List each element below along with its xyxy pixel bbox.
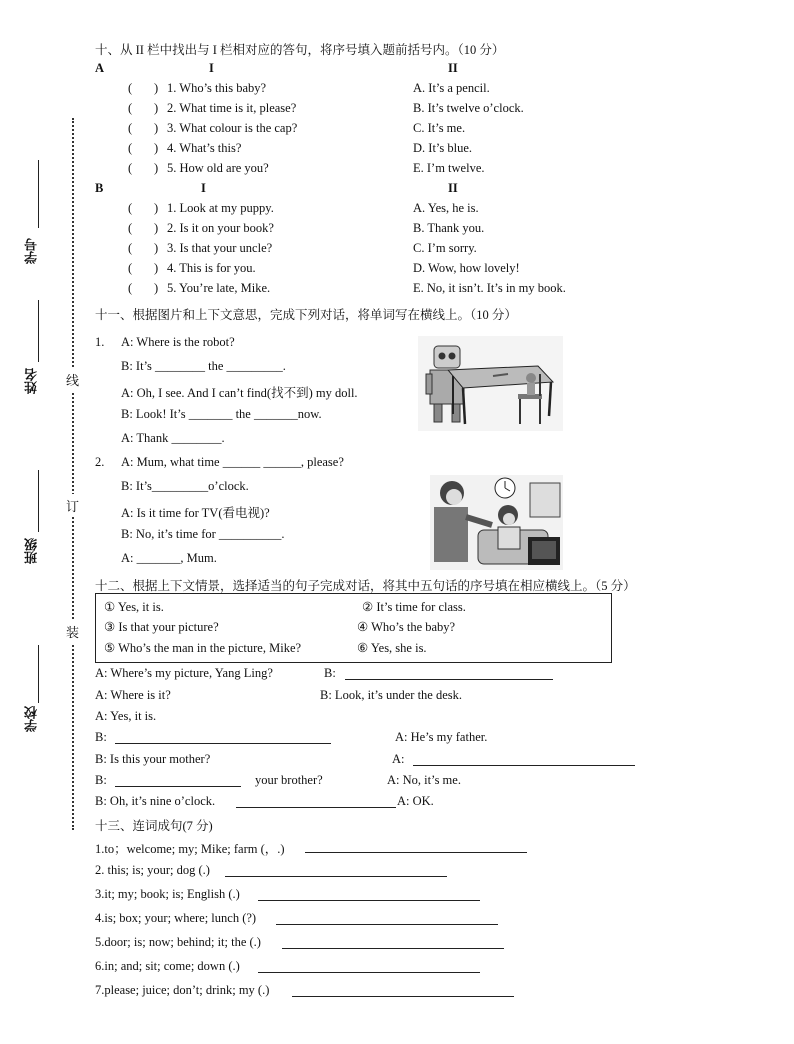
dialogue-speaker: B: — [95, 773, 107, 787]
answer-option: B. Thank you. — [413, 221, 485, 235]
answer-bracket[interactable]: ( ) — [128, 81, 159, 95]
answer-option: A. It’s a pencil. — [413, 81, 490, 95]
answer-blank[interactable] — [236, 794, 396, 808]
binding-mark-line: 线 — [66, 368, 79, 391]
dialogue-line: A: Where is the robot? — [121, 335, 235, 349]
field-student-number-line — [38, 160, 39, 228]
dialogue-line[interactable]: B: It’s ________ the _________. — [121, 359, 286, 373]
question-item: 4. This is for you. — [167, 261, 256, 275]
dialogue-2-number: 2. — [95, 455, 105, 469]
sentence-item: 4.is; box; your; where; lunch (?) — [95, 911, 257, 925]
sentence-item: 7.please; juice; don’t; drink; my (.) — [95, 983, 270, 997]
question-item: 1. Look at my puppy. — [167, 201, 274, 215]
dialogue-line[interactable]: A: Mum, what time ______ ______, please? — [121, 455, 344, 469]
dialogue-line: A: Yes, it is. — [95, 709, 157, 723]
binding-mark-order: 订 — [66, 494, 79, 517]
question-item: 5. You’re late, Mike. — [167, 281, 271, 295]
answer-option: C. I’m sorry. — [413, 241, 477, 255]
dialogue-line: A: Where’s my picture, Yang Ling? — [95, 666, 273, 680]
dialogue-line: A: No, it’s me. — [387, 773, 461, 787]
field-name-line — [38, 300, 39, 362]
answer-option: A. Yes, he is. — [413, 201, 479, 215]
field-class-line — [38, 470, 39, 532]
answer-blank[interactable] — [292, 983, 514, 997]
answer-bracket[interactable]: ( ) — [128, 121, 159, 135]
option-item: ③ Is that your picture? — [104, 620, 219, 634]
answer-blank[interactable] — [282, 935, 504, 949]
section-11-title: 十一、根据图片和上下文意思，完成下列对话，将单词写在横线上。（10 分） — [95, 308, 517, 322]
dialogue-line: B: Oh, it’s nine o’clock. — [95, 794, 216, 808]
dialogue-line: B: Is this your mother? — [95, 752, 211, 766]
sentence-item: 3.it; my; book; is; English (.) — [95, 887, 240, 901]
answer-option: D. Wow, how lovely! — [413, 261, 520, 275]
answer-option: B. It’s twelve o’clock. — [413, 101, 524, 115]
field-school-line — [38, 645, 39, 703]
answer-bracket[interactable]: ( ) — [128, 101, 159, 115]
answer-blank[interactable] — [413, 752, 635, 766]
answer-option: E. No, it isn’t. It’s in my book. — [413, 281, 566, 295]
dialogue-line: A: OK. — [397, 794, 434, 808]
sentence-item: 5.door; is; now; behind; it; the (.) — [95, 935, 261, 949]
dialogue-1-number: 1. — [95, 335, 105, 349]
field-school-label: 学校 — [24, 706, 39, 732]
field-student-number-label: 学号 — [24, 238, 39, 264]
answer-bracket[interactable]: ( ) — [128, 261, 159, 275]
dialogue-line: A: Oh, I see. And I can’t find(找不到) my doll. — [121, 386, 358, 400]
question-item: 3. What colour is the cap? — [167, 121, 298, 135]
answer-blank[interactable] — [115, 773, 241, 787]
question-item: 4. What’s this? — [167, 141, 242, 155]
dialogue-line: B: Look, it’s under the desk. — [320, 688, 462, 702]
binding-mark-install: 装 — [66, 620, 79, 643]
answer-blank[interactable] — [258, 959, 480, 973]
dialogue-line[interactable]: B: It’s_________o’clock. — [121, 479, 249, 493]
binding-dotted-line — [72, 118, 74, 830]
answer-option: D. It’s blue. — [413, 141, 473, 155]
sentence-item: 2. this; is; your; dog (.) — [95, 863, 210, 877]
group-a-col2-header: II — [448, 61, 458, 75]
dialogue-line: your brother? — [255, 773, 323, 787]
section-13-title: 十三、连词成句(7 分) — [95, 819, 213, 833]
dialogue-line[interactable]: A: Thank ________. — [121, 431, 225, 445]
answer-bracket[interactable]: ( ) — [128, 241, 159, 255]
option-item: ⑥ Yes, she is. — [357, 641, 427, 655]
answer-option: E. I’m twelve. — [413, 161, 485, 175]
answer-blank[interactable] — [258, 887, 480, 901]
answer-bracket[interactable]: ( ) — [128, 141, 159, 155]
section-12-title: 十二、根据上下文情景，选择适当的句子完成对话，将其中五句话的序号填在相应横线上。（5 分） — [95, 579, 636, 593]
group-b-col2-header: II — [448, 181, 458, 195]
answer-blank[interactable] — [305, 839, 527, 853]
question-item: 1. Who’s this baby? — [167, 81, 267, 95]
answer-blank[interactable] — [345, 666, 553, 680]
question-item: 3. Is that your uncle? — [167, 241, 273, 255]
option-item: ② It’s time for class. — [362, 600, 466, 614]
field-name-label: 姓名 — [24, 368, 39, 394]
mother-child-clock-picture — [430, 475, 563, 570]
dialogue-speaker: A: — [392, 752, 405, 766]
answer-bracket[interactable]: ( ) — [128, 161, 159, 175]
answer-blank[interactable] — [225, 863, 447, 877]
answer-blank[interactable] — [276, 911, 498, 925]
question-item: 2. Is it on your book? — [167, 221, 274, 235]
answer-bracket[interactable]: ( ) — [128, 201, 159, 215]
group-a-col1-header: I — [209, 61, 214, 75]
dialogue-line: A: Where is it? — [95, 688, 171, 702]
dialogue-speaker: B: — [324, 666, 336, 680]
answer-option: C. It’s me. — [413, 121, 466, 135]
field-class-label: 班级 — [24, 538, 39, 564]
answer-bracket[interactable]: ( ) — [128, 221, 159, 235]
sentence-item: 1.to；welcome; my; Mike; farm (，.) — [95, 842, 285, 856]
option-item: ① Yes, it is. — [104, 600, 164, 614]
option-item: ⑤ Who’s the man in the picture, Mike? — [104, 641, 302, 655]
dialogue-line[interactable]: B: No, it’s time for __________. — [121, 527, 285, 541]
robot-desk-picture — [418, 336, 563, 431]
dialogue-line: A: He’s my father. — [395, 730, 488, 744]
dialogue-line: A: Is it time for TV(看电视)? — [121, 506, 270, 520]
dialogue-speaker: B: — [95, 730, 107, 744]
option-item: ④ Who’s the baby? — [357, 620, 456, 634]
answer-bracket[interactable]: ( ) — [128, 281, 159, 295]
group-b-col1-header: I — [201, 181, 206, 195]
group-a-label: A — [95, 61, 105, 75]
question-item: 5. How old are you? — [167, 161, 269, 175]
answer-blank[interactable] — [115, 730, 331, 744]
question-item: 2. What time is it, please? — [167, 101, 297, 115]
section-10-title: 十、从 II 栏中找出与 I 栏相对应的答句，将序号填入题前括号内。（10 分） — [95, 43, 505, 57]
group-b-label: B — [95, 181, 104, 195]
dialogue-line[interactable]: A: _______, Mum. — [121, 551, 217, 565]
sentence-item: 6.in; and; sit; come; down (.) — [95, 959, 240, 973]
dialogue-line[interactable]: B: Look! It’s _______ the _______now. — [121, 407, 322, 421]
